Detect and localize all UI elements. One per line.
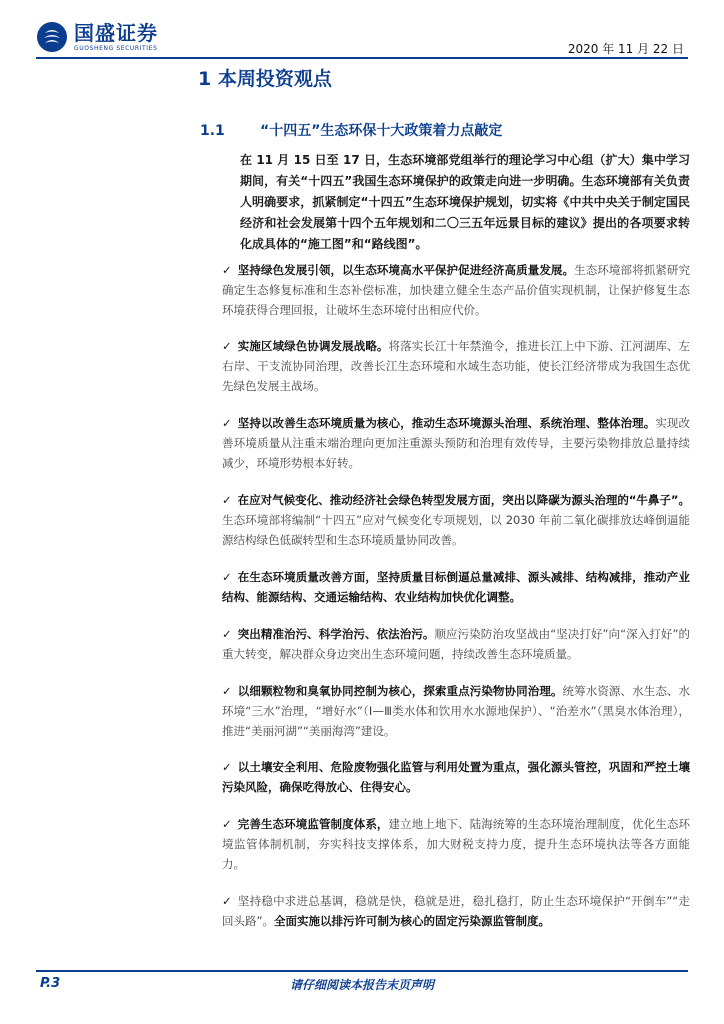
- logo-name-en: GUOSHENG SECURITIES: [74, 44, 158, 52]
- checkmark-icon: ✓: [222, 416, 232, 430]
- checkmark-icon: ✓: [222, 627, 232, 641]
- list-item: ✓ 在生态环境质量改善方面，坚持质量目标倒逼总量减排、源头减排、结构减排，推动产业结构、能源结构、交通运输结构、农业结构加快优化调整。: [222, 570, 691, 604]
- checkmark-icon: ✓: [222, 894, 232, 908]
- company-logo: [36, 20, 158, 54]
- logo-emblem-icon: [36, 21, 68, 53]
- checkmark-icon: ✓: [222, 339, 232, 353]
- footer-divider: [36, 970, 688, 972]
- intro-paragraph: 在 11 月 15 日至 17 日，生态环境部党组举行的理论学习中心组（扩大）集中学习期间，有关“十四五”我国生态环境保护的政策走向进一步明确。生态环境部有关负责人明确要求，抓紧制定“十四五”生态环境保护规划，切实将《中共中央关于制定国民经济和社会发展第十四个五年规划和二〇三五年远景目标的建议》提出的各项要求转化成具体的“施工图”和“路线图”。: [240, 153, 690, 251]
- checkmark-icon: ✓: [222, 493, 232, 507]
- list-item: ✓ 完善生态环境监管制度体系，建立地上地下、陆海统筹的生态环境治理制度，优化生态环境监管体制机制，夯实科技支撑体系，加大财税支持力度，提升生态环境执法等各方面能力。: [222, 817, 691, 871]
- list-item: ✓ 以细颗粒物和臭氧协同控制为核心，探索重点污染物协同治理。统筹水资源、水生态、水环境“三水”治理，“增好水”（Ⅰ—Ⅲ类水体和饮用水水源地保护）、“治差水”（黑臭水体治理），推进“美丽河湖”“美丽海湾”建设。: [222, 684, 691, 738]
- list-item: ✓ 坚持绿色发展引领，以生态环境高水平保护促进经济高质量发展。生态环境部将抓紧研究确定生态修复标准和生态补偿标准，加快建立健全生态产品价值实现机制，让保护修复生态环境获得合理回报，让破坏生态环境付出相应代价。: [222, 263, 691, 317]
- header-divider: [36, 57, 688, 59]
- page-header: [0, 0, 724, 60]
- subsection-number: 1.1: [200, 123, 225, 139]
- logo-name-cn: 国盛证券: [74, 20, 158, 45]
- list-item: ✓ 以土壤安全利用、危险废物强化监管与利用处置为重点，强化源头管控，巩固和严控土壤污染风险，确保吃得放心、住得安心。: [222, 760, 691, 794]
- checkmark-icon: ✓: [222, 817, 232, 831]
- list-item: ✓ 实施区域绿色协调发展战略。将落实长江十年禁渔令，推进长江上中下游、江河湖库、左右岸、干支流协同治理，改善长江生态环境和水域生态功能，使长江经济带成为我国生态优先绿色发展主战场。: [222, 339, 691, 393]
- report-date: 2020 年 11 月 22 日: [567, 42, 684, 56]
- section-title: 1 本周投资观点: [198, 68, 332, 90]
- list-item: ✓ 坚持稳中求进总基调，稳就是快，稳就是进，稳扎稳打，防止生态环境保护“开倒车”“走回头路”。全面实施以排污许可制为核心的固定污染源监管制度。: [222, 894, 690, 928]
- checkmark-icon: ✓: [222, 684, 232, 698]
- checkmark-icon: ✓: [222, 263, 232, 277]
- list-item: ✓ 坚持以改善生态环境质量为核心，推动生态环境源头治理、系统治理、整体治理。实现改善环境质量从注重末端治理向更加注重源头预防和治理有效传导，主要污染物排放总量持续减少，环境形势根本好转。: [222, 416, 691, 470]
- list-item: ✓ 突出精准治污、科学治污、依法治污。顺应污染防治攻坚战由“坚决打好”向“深入打好”的重大转变，解决群众身边突出生态环境问题，持续改善生态环境质量。: [222, 627, 690, 661]
- footer-disclaimer: 请仔细阅读本报告末页声明: [289, 978, 434, 992]
- page-number: P.3: [40, 976, 61, 991]
- checkmark-icon: ✓: [222, 570, 232, 584]
- subsection-title: [200, 120, 502, 140]
- subsection-heading: “十四五”生态环保十大政策着力点敲定: [260, 123, 503, 139]
- list-item: ✓ 在应对气候变化、推动经济社会绿色转型发展方面，突出以降碳为源头治理的“牛鼻子”。生态环境部将编制“十四五”应对气候变化专项规划，以 2030 年前二氧化碳排放达峰倒逼能源结构绿色低碳转型和生态环境质量协同改善。: [222, 493, 690, 547]
- checkmark-icon: ✓: [222, 760, 232, 774]
